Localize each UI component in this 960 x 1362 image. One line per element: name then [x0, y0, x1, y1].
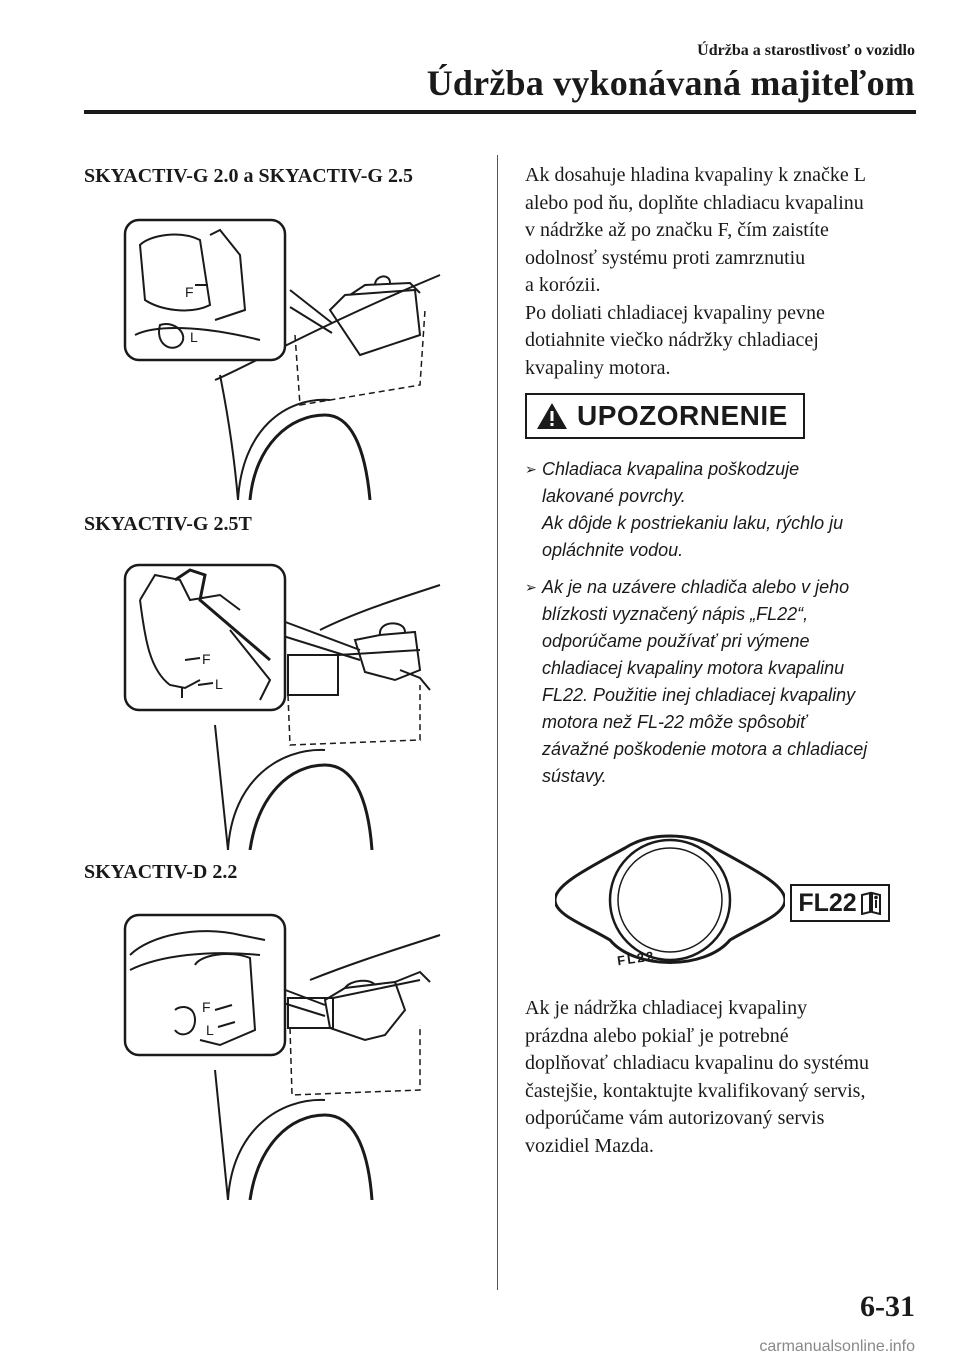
header-divider — [84, 110, 916, 114]
cap-marking: FL22 — [616, 948, 657, 969]
header-section: Údržba a starostlivosť o vozidlo — [697, 42, 915, 59]
bullet-arrow-icon: ➢ — [525, 461, 537, 477]
illustration-coolant-tank-d22 — [120, 910, 450, 1200]
empty-tank-paragraph: Ak je nádržka chladiacej kvapaliny prázdna alebo pokiaľ je potrebné doplňovať chladiacu kvapalinu do systému častejšie, kontaktujte kvalifikovaný servis, odporúčame vám autorizovaný servis vozidiel Mazda. — [525, 997, 870, 1157]
column-divider — [497, 155, 498, 1290]
tank-mark-f: F — [202, 999, 211, 1015]
warning-box — [525, 393, 805, 439]
fl22-badge: FL22 — [790, 884, 890, 922]
tank-mark-f: F — [202, 651, 211, 667]
illustration-coolant-tank-g25t — [120, 560, 450, 850]
illustration-coolant-tank-g20-g25 — [120, 215, 450, 500]
section-title-skyactiv-g25t: SKYACTIV-G 2.5T — [84, 513, 252, 535]
tank-mark-f: F — [185, 284, 194, 300]
page-number: 6-31 — [860, 1290, 915, 1323]
warning-triangle-icon — [535, 401, 569, 431]
bullet-arrow-icon: ➢ — [525, 579, 537, 595]
radiator-cap-illustration — [555, 830, 785, 980]
section-title-skyactiv-g20-g25: SKYACTIV-G 2.0 a SKYACTIV-G 2.5 — [84, 165, 413, 187]
list-item: ➢ Chladiaca kvapalina poškodzuje lakované povrchy. Ak dôjde k postriekaniu laku, rýchlo ju opláchnite vodou. — [525, 456, 925, 564]
tank-mark-l: L — [190, 329, 198, 345]
watermark: carmanualsonline.info — [759, 1338, 915, 1355]
tank-mark-l: L — [206, 1022, 214, 1038]
warning-bullets — [525, 456, 925, 800]
list-item: ➢ Ak je na uzávere chladiča alebo v jeho blízkosti vyznačený nápis „FL22“, odporúčame používať pri výmene chladiacej kvapaliny motora kvapalinu FL22. Použitie inej chladiacej kvapaliny motora než FL-22 môže spôsobiť závažné poškodenie motora a chladiacej sústavy. — [525, 574, 925, 790]
manual-book-icon — [860, 891, 882, 915]
coolant-level-paragraph: Ak dosahuje hladina kvapaliny k značke L alebo pod ňu, doplňte chladiacu kvapalinu v nádržke až po značku F, čím zaistíte odolnosť systému proti zamrznutiu a korózii. Po doliati chladiacej kvapaliny pevne dotiahnite viečko nádržky chladiacej kvapaliny motora. — [525, 164, 866, 379]
section-title-skyactiv-d22: SKYACTIV-D 2.2 — [84, 861, 238, 883]
tank-mark-l: L — [215, 676, 223, 692]
warning-label: UPOZORNENIE — [577, 400, 788, 431]
page-title: Údržba vykonávaná majiteľom — [426, 63, 915, 103]
